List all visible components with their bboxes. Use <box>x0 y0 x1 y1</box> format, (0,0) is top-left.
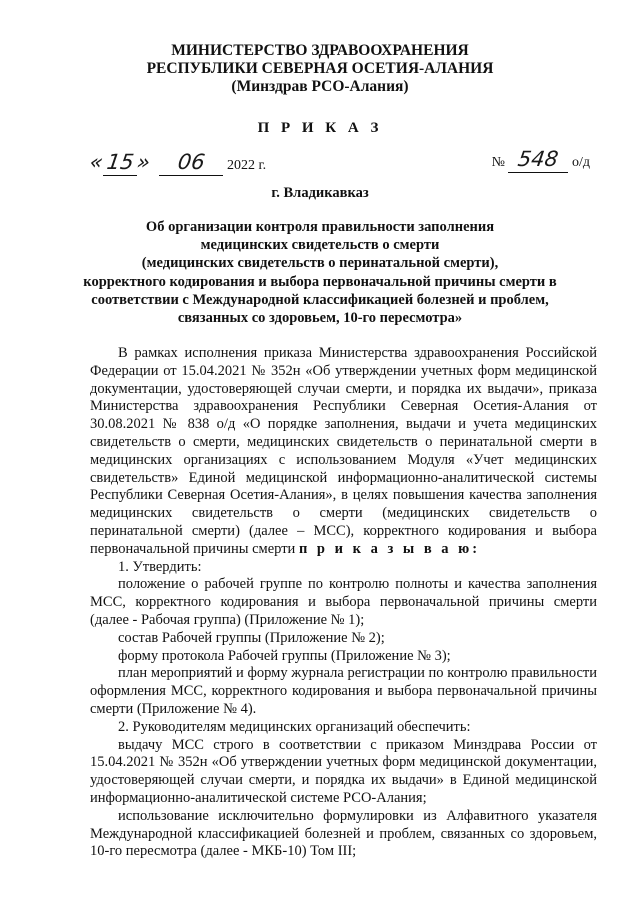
item-2: 2. Руководителям медицинских организаций обеспечить: <box>118 718 471 735</box>
item-1-a: положение о рабочей группе по контролю полноты и качества заполнения МСС, корректного кодирования и выбора первоначальной причины смерти (далее - Рабочая группа) (Приложение № 1); <box>90 576 597 628</box>
order-date <box>90 150 266 176</box>
subject-line: (медицинских свидетельств о перинатальной смерти), <box>141 255 499 272</box>
item-2-a: выдачу МСС строго в соответствии с приказом Минздрава России от 15.04.2021 № 352н «Об утверждении учетных форм медицинской документации, удостоверяющей случаи смерти, и порядка их выдачи» в Единой медицинской информационно-аналитической системе РСО-Алания; <box>90 736 597 806</box>
order-body <box>90 345 597 861</box>
date-number-row <box>88 147 590 174</box>
number-field <box>508 147 568 173</box>
ministry-short-name: (Минздрав РСО-Алания) <box>231 78 409 95</box>
date-month: 06 <box>176 150 207 174</box>
item-1: 1. Утвердить: <box>118 558 202 575</box>
intro-text: В рамках исполнения приказа Министерства здравоохранения Российской Федерации от 15.04.2021 № 352н «Об утверждении учетных форм медицинской документации, удостоверяющей случаи смерти, и порядка их выдачи», приказа Министерства здравоохранения Республики Северная Осетия-Алания от 30.08.2021 № 838 о/д «О порядке заполнения, выдачи и учета медицинских свидетельств о смерти, медицинских свидетельств о перинатальной смерти в медицинских организациях с использованием Модуля «Учет медицинских свидетельств» Единой медицинской информационно-аналитической системы Республики Северная Осетия-Алания», в целях повышения качества заполнения медицинских свидетельств о смерти (медицинских свидетельств о перинатальной смерти) (далее – МСС), корректного кодирования и выбора первоначальной причины смерти <box>90 345 597 557</box>
date-close-quote: » <box>135 150 152 174</box>
subject-line: корректного кодирования и выбора первоначальной причины смерти в <box>83 273 557 290</box>
date-day-field <box>103 150 137 176</box>
date-open-quote: « <box>88 150 105 174</box>
number-value: 548 <box>516 147 561 171</box>
order-title: П Р И К А З <box>257 120 383 136</box>
item-1-c: форму протокола Рабочей группы (Приложение № 3); <box>118 647 451 664</box>
date-day: 15 <box>104 150 136 174</box>
subject-line: Об организации контроля правильности заполнения <box>145 219 495 235</box>
intro-paragraph <box>90 345 597 559</box>
ministry-name: МИНИСТЕРСТВО ЗДРАВООХРАНЕНИЯ <box>171 42 469 59</box>
item-1-b: состав Рабочей группы (Приложение № 2); <box>118 629 385 646</box>
subject-line: медицинских свидетельств о смерти <box>200 237 440 254</box>
republic-name: РЕСПУБЛИКИ СЕВЕРНАЯ ОСЕТИЯ-АЛАНИЯ <box>146 60 494 77</box>
number-suffix: о/д <box>571 155 590 170</box>
order-subject <box>80 218 560 327</box>
ministry-header <box>0 42 640 96</box>
date-month-field <box>159 150 223 176</box>
number-prefix: № <box>491 155 505 170</box>
item-1-d: план мероприятий и форму журнала регистрации по контролю правильности оформления МСС, корректного кодирования и выбора первоначальной причины смерти (Приложение № 4). <box>90 665 597 717</box>
city: г. Владикавказ <box>271 185 369 201</box>
subject-line: соответствии с Международной классификацией болезней и проблем, <box>91 291 549 308</box>
order-number <box>491 147 590 173</box>
order-word: п р и к а з ы в а ю: <box>298 540 481 557</box>
date-year: 2022 г. <box>226 158 267 173</box>
subject-line: связанных со здоровьем, 10-го пересмотра» <box>177 310 463 327</box>
item-2-b: использование исключительно формулировки из Алфавитного указателя Международной классификацией болезней и проблем, связанных со здоровьем, 10-го пересмотра (далее - МКБ-10) Том III; <box>90 807 597 860</box>
